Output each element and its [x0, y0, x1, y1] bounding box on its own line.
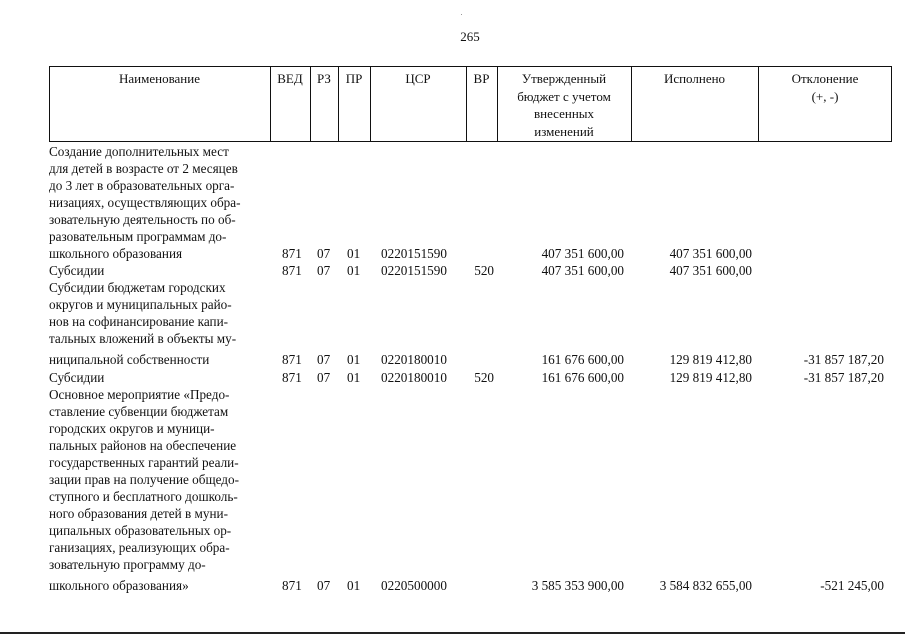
row-deviation: -31 857 187,20: [803, 370, 884, 385]
row-pr: 01: [347, 352, 361, 367]
row-pr: 01: [347, 578, 361, 593]
row-name-line: разовательным программам до-: [49, 229, 227, 244]
header-approved: [497, 70, 631, 140]
row-name-line: школьного образования: [49, 246, 183, 261]
row-csr: 0220180010: [381, 370, 447, 385]
row-name-line: ганизациях, реализующих обра-: [49, 540, 230, 555]
row-name-line: ставление субвенции бюджетам: [49, 404, 229, 419]
row-pr: 01: [347, 370, 361, 385]
row-name-line: ниципальной собственности: [49, 352, 210, 367]
row-csr: 0220151590: [381, 263, 447, 278]
header-csr: ЦСР: [405, 71, 431, 86]
row-rz: 07: [317, 352, 331, 367]
header-pr: ПР: [345, 71, 363, 86]
row-executed: 407 351 600,00: [669, 263, 752, 278]
row-name-line: ципальных образовательных ор-: [49, 523, 232, 538]
row-name-line: школьного образования»: [49, 578, 189, 593]
row-approved: 407 351 600,00: [541, 263, 624, 278]
bottom-rule: [0, 632, 905, 634]
scan-speck: [461, 14, 462, 15]
row-executed: 3 584 832 655,00: [659, 578, 752, 593]
row-rz: 07: [317, 246, 331, 261]
row-name-line: ступного и бесплатного дошколь-: [49, 489, 238, 504]
row-name-line: округов и муниципальных райо-: [49, 297, 232, 312]
row-name-line: для детей в возрасте от 2 месяцев: [49, 161, 238, 176]
header-rz: РЗ: [317, 71, 331, 86]
row-name-line: ного образования детей в муни-: [49, 506, 228, 521]
row-deviation: -521 245,00: [820, 578, 884, 593]
row-ved: 871: [282, 352, 302, 367]
row-name-line: Создание дополнительных мест: [49, 144, 229, 159]
row-approved: 407 351 600,00: [541, 246, 624, 261]
page-number: 265: [460, 29, 480, 44]
row-name-line: нов на софинансирование капи-: [49, 314, 229, 329]
row-name-line: Субсидии бюджетам городских: [49, 280, 226, 295]
row-csr: 0220500000: [381, 578, 447, 593]
row-deviation: -31 857 187,20: [803, 352, 884, 367]
header-deviation-line: (+, -): [811, 88, 839, 104]
row-ved: 871: [282, 263, 302, 278]
row-approved: 3 585 353 900,00: [531, 578, 624, 593]
header-approved-line: внесенных: [533, 106, 595, 121]
header-name: Наименование: [119, 71, 200, 86]
row-name-line: государственных гарантий реали-: [49, 455, 239, 470]
row-rz: 07: [317, 370, 331, 385]
row-name-line: зации прав на получение общедо-: [49, 472, 240, 487]
row-name-line: Субсидии: [49, 370, 105, 385]
row-pr: 01: [347, 263, 361, 278]
row-name-line: низациях, осуществляющих обра-: [49, 195, 241, 210]
header-approved-line: Утвержденный: [521, 71, 607, 86]
row-name-line: Основное мероприятие «Предо-: [49, 387, 230, 402]
row-name-line: зовательную деятельность по об-: [49, 212, 236, 227]
row-approved: 161 676 600,00: [541, 352, 624, 367]
row-csr: 0220151590: [381, 246, 447, 261]
row-vr: 520: [474, 263, 494, 278]
row-name-line: пальных районов на обеспечение: [49, 438, 237, 453]
header-deviation-line: Отклонение: [791, 71, 859, 86]
header-executed: Исполнено: [663, 71, 726, 86]
header-vr: ВР: [473, 71, 490, 86]
row-vr: 520: [474, 370, 494, 385]
row-name-line: тальных вложений в объекты му-: [49, 331, 237, 346]
header-approved-line: изменений: [534, 123, 594, 139]
row-ved: 871: [282, 370, 302, 385]
row-ved: 871: [282, 246, 302, 261]
row-executed: 407 351 600,00: [669, 246, 752, 261]
row-csr: 0220180010: [381, 352, 447, 367]
row-name-line: до 3 лет в образовательных орга-: [49, 178, 235, 193]
header-approved-line: бюджет с учетом: [517, 88, 611, 104]
row-executed: 129 819 412,80: [669, 370, 752, 385]
header-ved: ВЕД: [277, 71, 303, 86]
row-ved: 871: [282, 578, 302, 593]
row-name-line: зовательную программу до-: [49, 557, 206, 572]
row-pr: 01: [347, 246, 361, 261]
row-executed: 129 819 412,80: [669, 352, 752, 367]
row-rz: 07: [317, 578, 331, 593]
row-approved: 161 676 600,00: [541, 370, 624, 385]
header-deviation: [758, 70, 892, 105]
row-name-line: городских округов и муници-: [49, 421, 215, 436]
row-name-line: Субсидии: [49, 263, 105, 278]
row-rz: 07: [317, 263, 331, 278]
